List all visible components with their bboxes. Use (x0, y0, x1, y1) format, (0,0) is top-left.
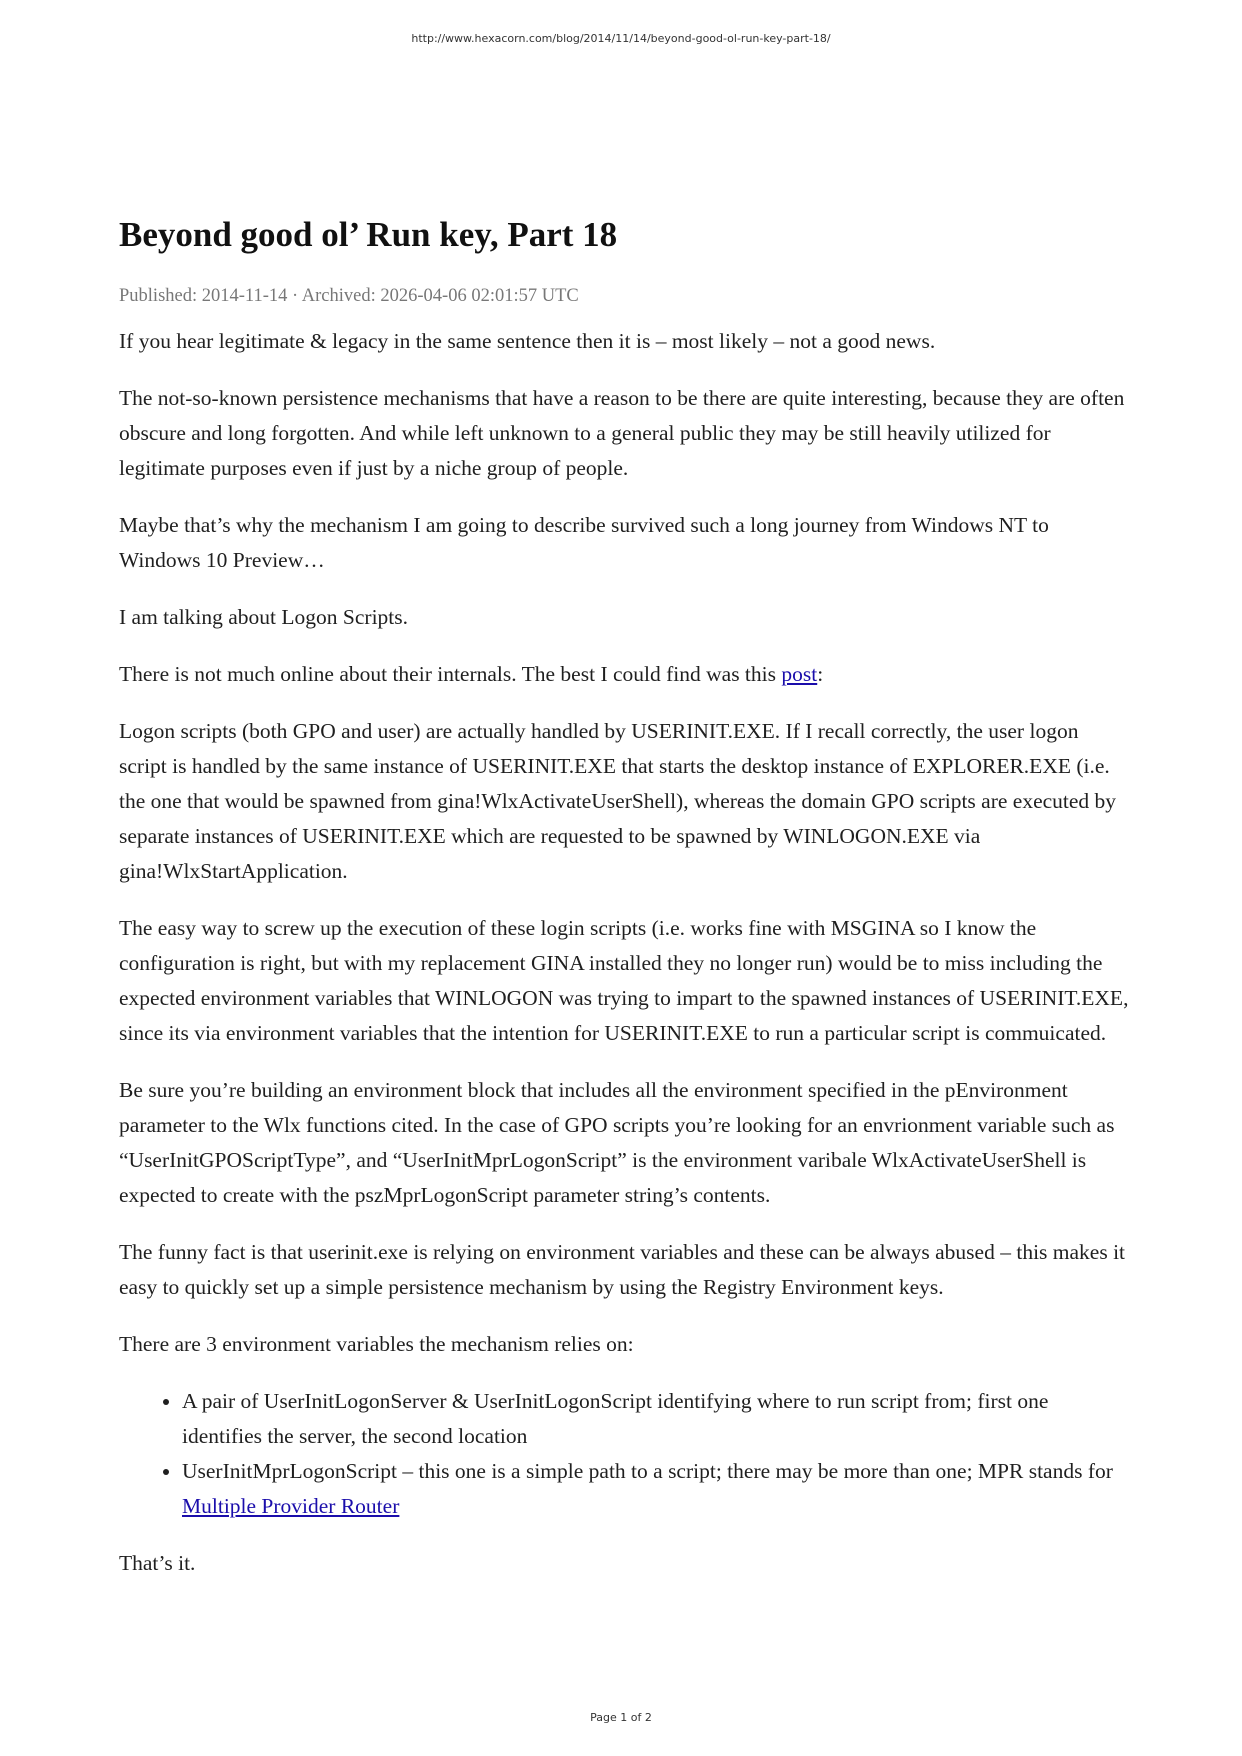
paragraph-5 (119, 657, 1129, 692)
paragraph-2: The not-so-known persistence mechanisms that have a reason to be there are quite interesting, because they are often obscure and long forgotten. And while left unknown to a general public they may be still heavily utilized for legitimate purposes even if just by a niche group of people. (119, 386, 1125, 480)
paragraph-6: Logon scripts (both GPO and user) are actually handled by USERINIT.EXE. If I recall correctly, the user logon script is handled by the same instance of USERINIT.EXE that starts the desktop instance of EXPLORER.EXE (i.e. the one that would be spawned from gina!WlxActivateUserShell), whereas the domain GPO scripts are executed by separate instances of USERINIT.EXE which are requested to be spawned by WINLOGON.EXE via gina!WlxStartApplication. (119, 719, 1117, 883)
article (119, 210, 1129, 1603)
paragraph-10: There are 3 environment variables the mechanism relies on: (119, 1332, 634, 1356)
article-meta: Published: 2014-11-14 · Archived: 2026-04-06 02:01:57 UTC (119, 286, 579, 306)
paragraph-4: I am talking about Logon Scripts. (119, 605, 409, 629)
env-variable-list (119, 1384, 1129, 1524)
page-url: http://www.hexacorn.com/blog/2014/11/14/beyond-good-ol-run-key-part-18/ (411, 32, 831, 45)
paragraph-9: The funny fact is that userinit.exe is relying on environment variables and these can be always abused – this makes it easy to quickly set up a simple persistence mechanism by using the Registry Environment keys. (119, 1240, 1126, 1299)
paragraph-1: If you hear legitimate & legacy in the same sentence then it is – most likely – not a good news. (119, 329, 936, 353)
paragraph-5-colon: : (817, 662, 824, 686)
list-item-text: UserInitMprLogonScript – this one is a simple path to a script; there may be more than one; MPR stands for (182, 1459, 1113, 1483)
page-number: Page 1 of 2 (590, 1711, 652, 1724)
paragraph-3: Maybe that’s why the mechanism I am going to describe survived such a long journey from Windows NT to Windows 10 Preview… (119, 513, 1049, 572)
post-link[interactable]: post (781, 662, 818, 686)
list-item (182, 1454, 1129, 1524)
paragraph-8: Be sure you’re building an environment block that includes all the environment specified in the pEnvironment parameter to the Wlx functions cited. In the case of GPO scripts you’re looking for an envrionment variable such as “UserInitGPOScriptType”, and “UserInitMprLogonScript” is the environment varibale WlxActivateUserShell is expected to create with the pszMprLogonScript parameter string’s contents. (119, 1078, 1115, 1207)
paragraph-11: That’s it. (119, 1551, 196, 1575)
paragraph-5-text: There is not much online about their internals. The best I could find was this (119, 662, 782, 686)
article-title: Beyond good ol’ Run key, Part 18 (119, 215, 618, 254)
multiple-provider-router-link[interactable]: Multiple Provider Router (182, 1494, 400, 1518)
paragraph-7: The easy way to screw up the execution of these login scripts (i.e. works fine with MSGINA so I know the configuration is right, but with my replacement GINA installed they no longer run) would be to miss including the expected environment variables that WINLOGON was trying to impart to the spawned instances of USERINIT.EXE, since its via environment variables that the intention for USERINIT.EXE to run a particular script is commuicated. (119, 916, 1129, 1045)
list-item: • A pair of UserInitLogonServer & UserInitLogonScript identifying where to run script from; first one identifies the server, the second location (182, 1384, 1129, 1454)
